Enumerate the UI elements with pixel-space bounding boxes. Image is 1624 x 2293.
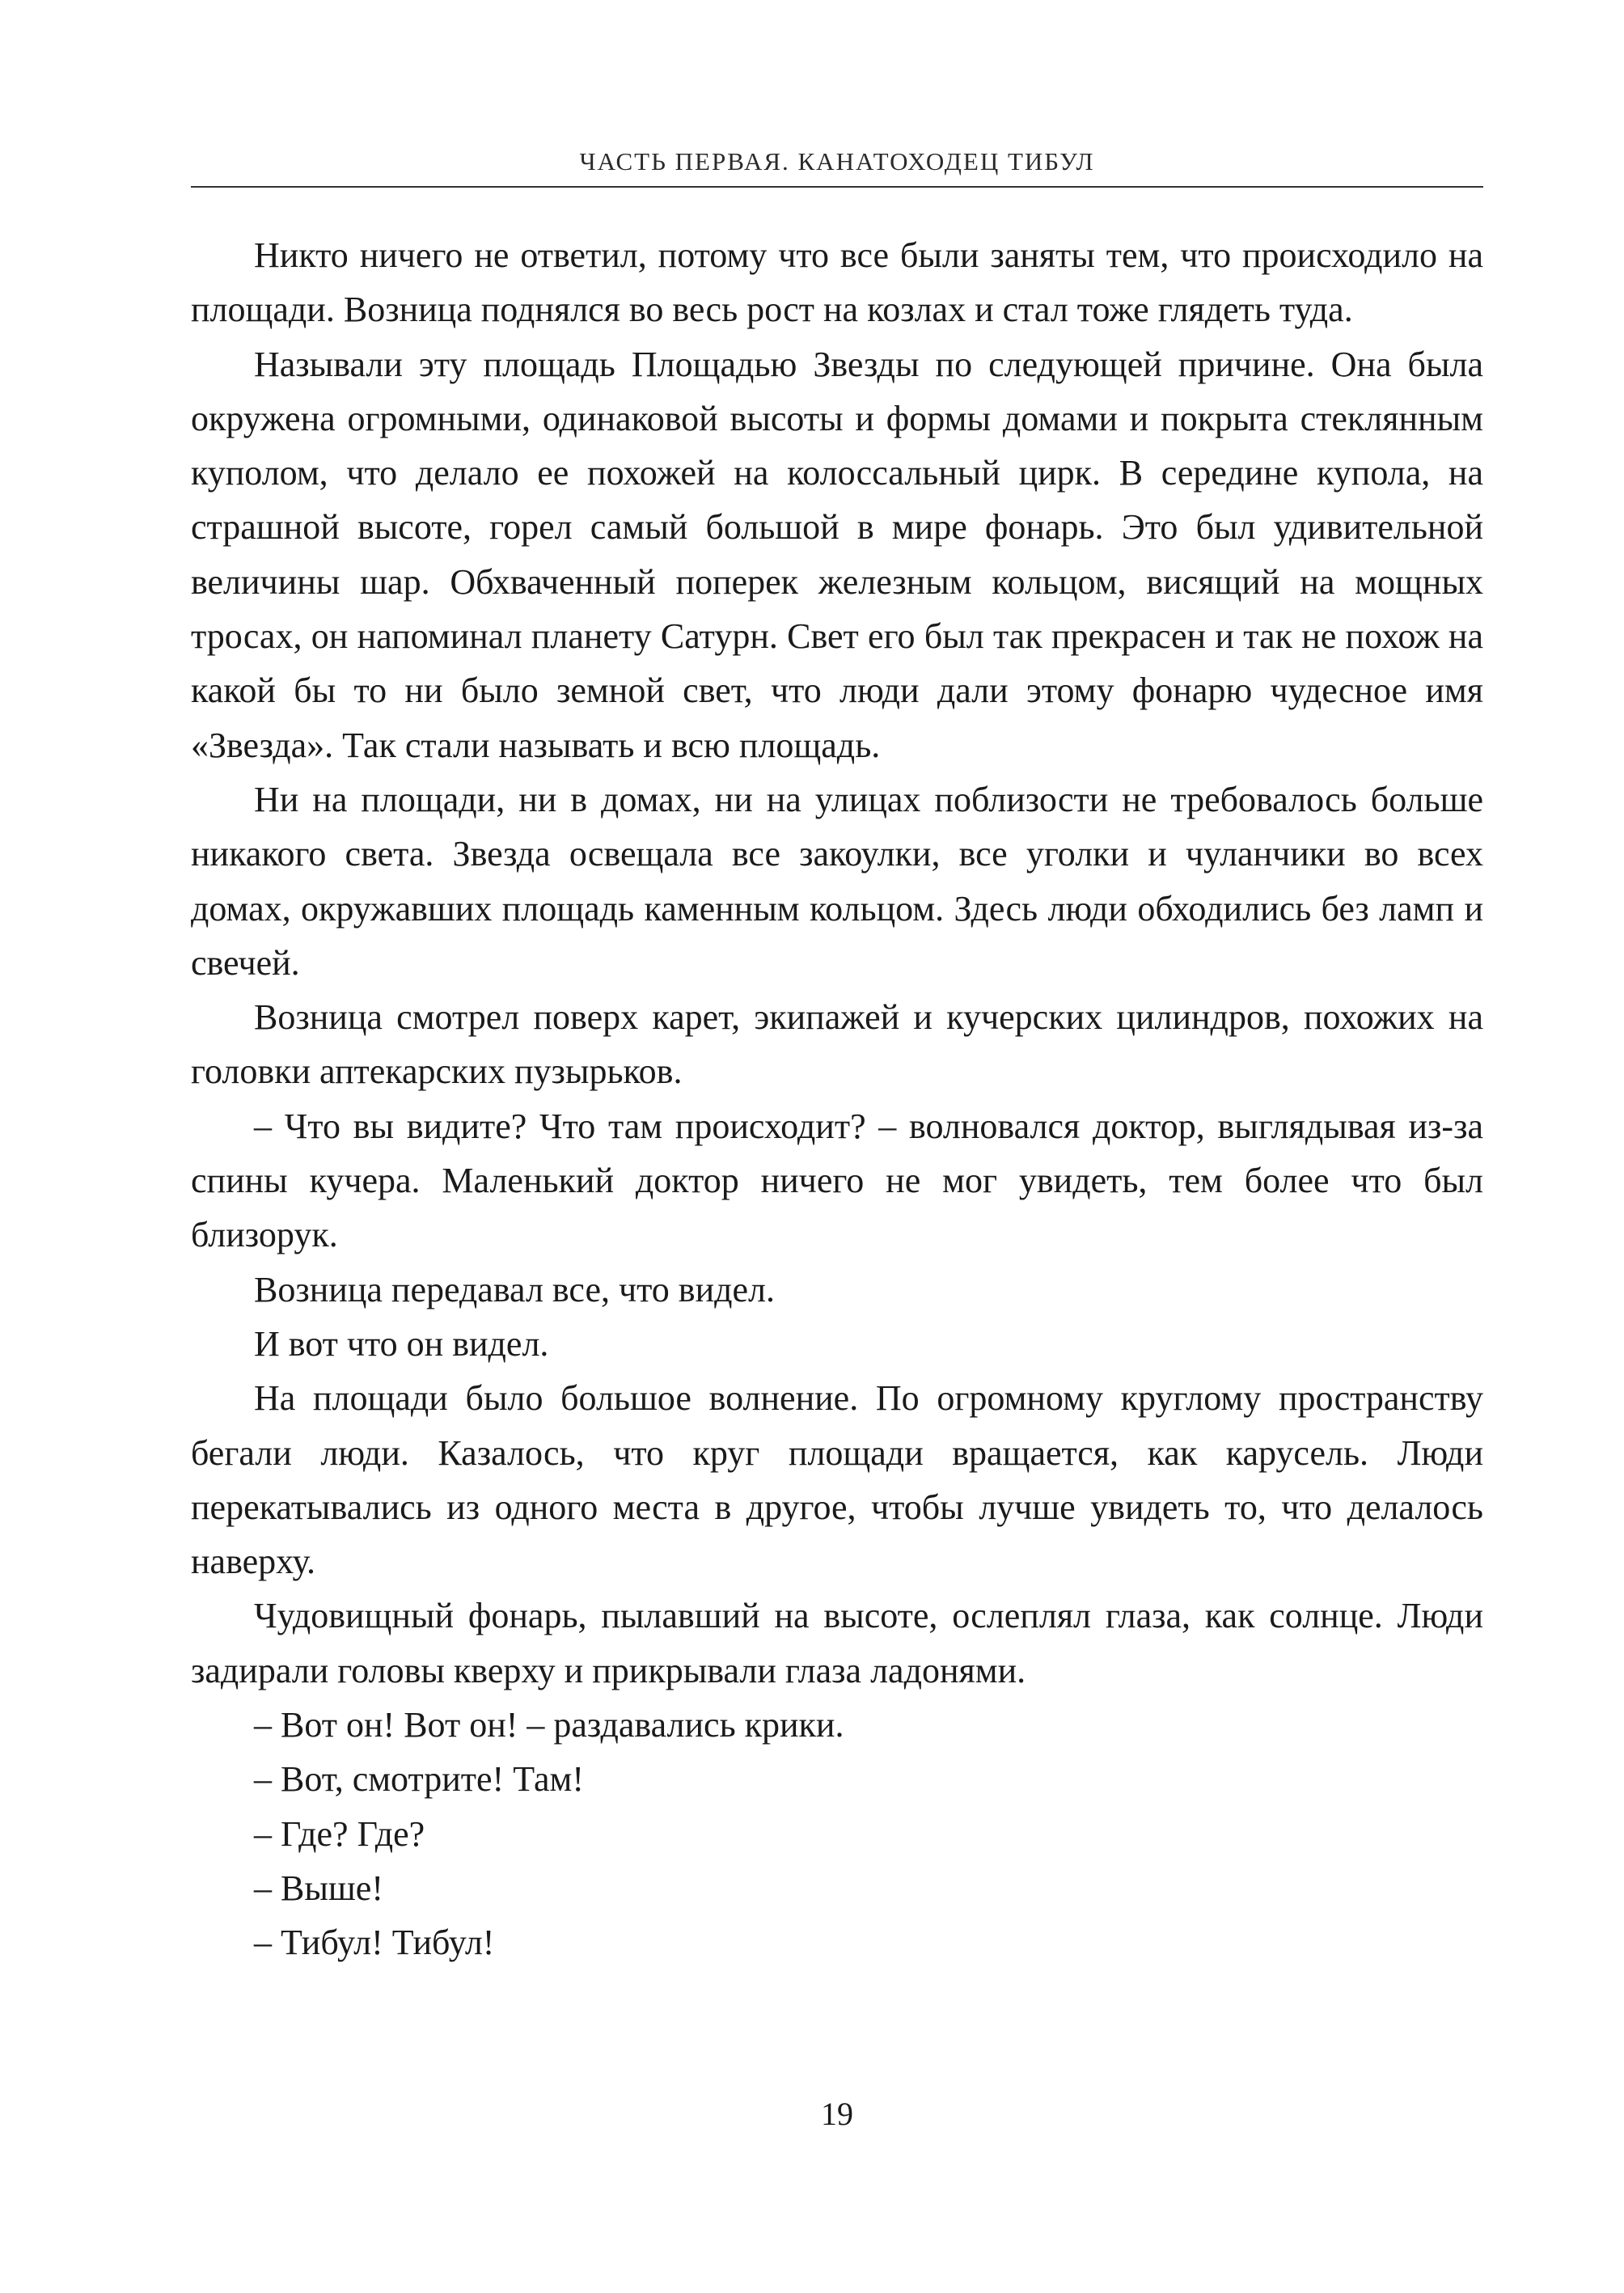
paragraph: Никто ничего не ответил, потому что все были заняты тем, что происходило на площади. Возница поднялся во весь рост на козлах и стал тоже глядеть туда.	[191, 235, 1483, 330]
dialogue-line: – Вот, смотрите! Там!	[254, 1759, 585, 1800]
paragraph: Чудовищный фонарь, пылавший на высоте, ослеплял глаза, как солнце. Люди задирали головы кверху и прикрывали глаза ладонями.	[191, 1596, 1483, 1690]
paragraph: Называли эту площадь Площадью Звезды по следующей причине. Она была окружена огромными, одинаковой высоты и формы домами и покрыта стеклянным куполом, что делало ее похожей на колоссальный цирк. В середине купола, на страшной высоте, горел самый большой в мире фонарь. Это был удивительной величины шар. Обхваченный поперек железным кольцом, висящий на мощных тросах, он напоминал планету Сатурн. Свет его был так прекрасен и так не похож на какой бы то ни было земной свет, что люди дали этому фонарю чудесное имя «Звезда». Так стали называть и всю площадь.	[191, 344, 1483, 765]
dialogue-line: – Что вы видите? Что там происходит? – волновался доктор, выглядывая из-за спины кучера. Маленький доктор ничего не мог увидеть, тем более что был близорук.	[191, 1106, 1483, 1255]
header-divider	[191, 186, 1483, 188]
paragraph: И вот что он видел.	[254, 1323, 549, 1364]
paragraph: Возница передавал все, что видел.	[254, 1269, 775, 1309]
paragraph: На площади было большое волнение. По огромному круглому пространству бегали люди. Казалось, что круг площади вращается, как карусель. Люди перекатывались из одного места в другое, чтобы лучше увидеть то, что делалось наверху.	[191, 1378, 1483, 1582]
page-number: 19	[821, 2096, 853, 2132]
dialogue-line: – Выше!	[254, 1868, 383, 1908]
paragraph: Возница смотрел поверх карет, экипажей и кучерских цилиндров, похожих на головки аптекарских пузырьков.	[191, 997, 1483, 1092]
dialogue-line: – Тибул! Тибул!	[254, 1923, 495, 1963]
body-text	[191, 228, 1483, 1970]
dialogue-line: – Где? Где?	[254, 1813, 425, 1854]
running-header: ЧАСТЬ ПЕРВАЯ. КАНАТОХОДЕЦ ТИБУЛ	[579, 147, 1095, 176]
paragraph: Ни на площади, ни в домах, ни на улицах поблизости не требовалось больше никакого света. Звезда освещала все закоулки, все уголки и чуланчики во всех домах, окружавших площадь каменным кольцом. Здесь люди обходились без ламп и свечей.	[191, 779, 1483, 983]
dialogue-line: – Вот он! Вот он! – раздавались крики.	[254, 1705, 844, 1745]
